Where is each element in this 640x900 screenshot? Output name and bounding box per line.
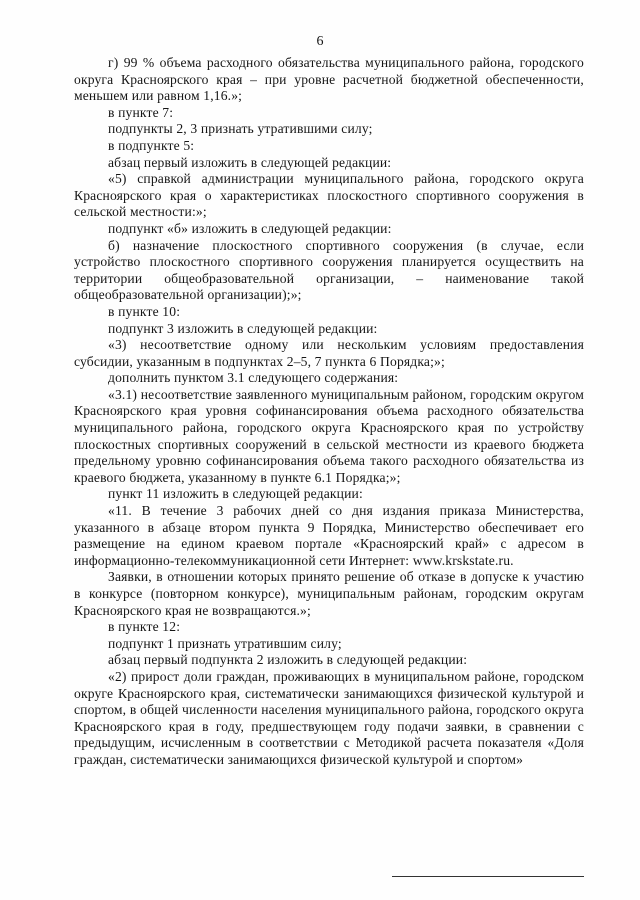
paragraph: абзац первый подпункта 2 изложить в следующей редакции:	[108, 652, 468, 668]
document-body	[74, 55, 584, 769]
paragraph: подпункт «б» изложить в следующей редакции:	[108, 220, 392, 236]
paragraph: дополнить пунктом 3.1 следующего содержания:	[108, 370, 399, 386]
paragraph: «11. В течение 3 рабочих дней со дня издания приказа Министерства, указанного в абзаце втором пункта 9 Порядка, Министерство обеспечивает его размещение на едином краевом портале «Красноярский край» с адресом в информационно-телекоммуникационной сети Интернет: www.krskstate.ru.	[74, 503, 584, 568]
paragraph: в пункте 10:	[108, 303, 181, 319]
paragraph: «5) справкой администрации муниципального района, городского округа Красноярского края о характеристиках плоскостного спортивного сооружения в сельской местности:»;	[74, 171, 584, 220]
paragraph: подпункт 3 изложить в следующей редакции:	[108, 320, 378, 336]
paragraph: подпункт 1 признать утратившим силу;	[108, 635, 342, 651]
paragraph: Заявки, в отношении которых принято решение об отказе в допуске к участию в конкурсе (повторном конкурсе), муниципальным районам, городским округам Красноярского края не возвращаются.»;	[74, 569, 584, 618]
paragraph: абзац первый изложить в следующей редакции:	[108, 154, 392, 170]
paragraph: б) назначение плоскостного спортивного сооружения (в случае, если устройство плоскостного спортивного сооружения планируется осуществить на территории общеобразовательной организации, – наименование такой общеобразовательной организации);»;	[74, 237, 584, 303]
paragraph: «3) несоответствие одному или нескольким условиям предоставления субсидии, указанным в подпунктах 2–5, 7 пункта 6 Порядка;»;	[74, 337, 584, 369]
paragraph: «3.1) несоответствие заявленного муниципальным районом, городским округом Красноярского края уровня софинансирования объема расходного обязательства муниципального района, городского округа Красноярского края по устройству плоскостных спортивных сооружений в сельской местности из краевого бюджета предельному уровню софинансирования объема такого расходного обязательства из краевого бюджета, указанному в пункте 6.1 Порядка;»;	[74, 386, 584, 485]
paragraph: пункт 11 изложить в следующей редакции:	[108, 486, 363, 502]
paragraph: г) 99 % объема расходного обязательства муниципального района, городского округа Красноярского края – при уровне расчетной бюджетной обеспеченности, меньшем или равном 1,16.»;	[74, 55, 584, 104]
divider-line	[392, 876, 584, 877]
paragraph: подпункты 2, 3 признать утратившими силу;	[108, 121, 373, 137]
paragraph: в пункте 12:	[108, 619, 181, 635]
paragraph: «2) прирост доли граждан, проживающих в муниципальном районе, городском округе Красноярского края, систематически занимающихся физической культурой и спортом, в общей численности населения муниципального района, городского округа Красноярского края в году, предшествующем году подачи заявки, в сравнении с предыдущим, исчисленным в соответствии с Методикой расчета показателя «Доля граждан, систематически занимающихся физической культурой и спортом»	[74, 668, 584, 767]
paragraph: в пункте 7:	[108, 104, 174, 120]
paragraph: в подпункте 5:	[108, 137, 195, 153]
page-number: 6	[316, 34, 324, 49]
